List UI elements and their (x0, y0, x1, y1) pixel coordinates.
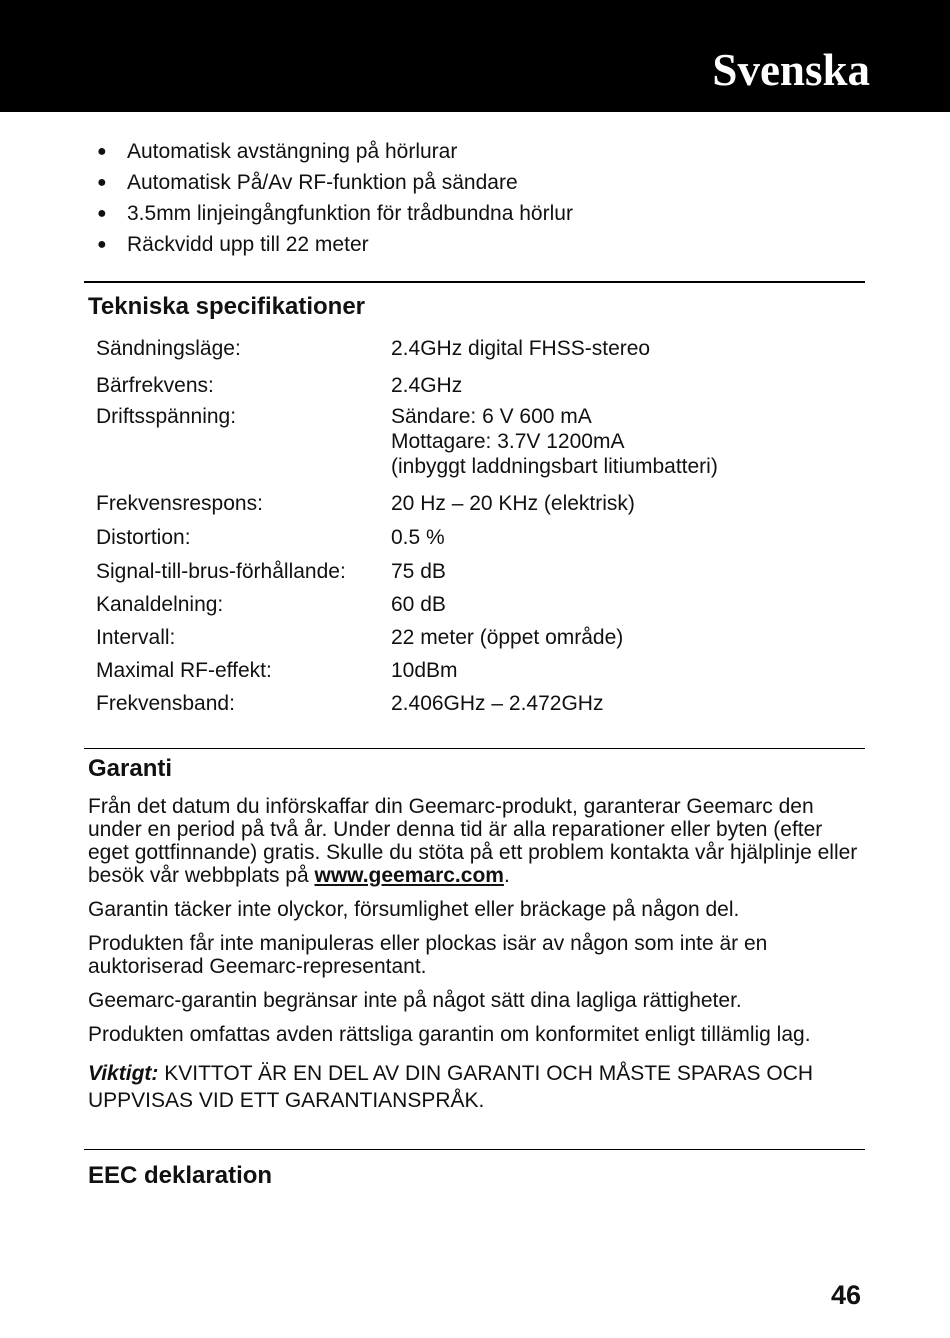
list-item (96, 229, 573, 260)
spec-label: Driftsspänning: (96, 405, 237, 428)
spec-value-line: 22 meter (öppet område) (391, 626, 624, 649)
bullet-icon: ● (97, 236, 107, 253)
spec-value (391, 404, 718, 479)
feature-text: 3.5mm linjeingångfunktion för trådbundna hörlur (127, 202, 573, 225)
specs-heading: Tekniska specifikationer (88, 293, 366, 320)
spec-value-line: 75 dB (391, 560, 446, 583)
spec-value-line: 2.4GHz digital FHSS-stereo (391, 337, 651, 360)
warranty-paragraph: Produkten får inte manipuleras eller plockas isär av någon som inte är en auktoriserad Geemarc-representant. (88, 932, 768, 978)
warranty-intro-end: . (503, 864, 510, 887)
spec-value (391, 658, 458, 683)
bullet-icon: ● (97, 174, 107, 191)
page-title: Svenska (712, 45, 870, 95)
feature-text: Automatisk avstängning på hörlurar (127, 140, 458, 163)
spec-label: Frekvensband: (96, 692, 235, 715)
feature-list (96, 136, 573, 260)
spec-label: Intervall: (96, 626, 176, 649)
spec-value-line: 20 Hz – 20 KHz (elektrisk) (391, 492, 635, 515)
spec-label: Signal-till-brus-förhållande: (96, 560, 346, 583)
spec-value-line: 60 dB (391, 593, 446, 616)
spec-label: Sändningsläge: (96, 337, 241, 360)
spec-value-line: 2.406GHz – 2.472GHz (391, 692, 604, 715)
spec-label: Bärfrekvens: (96, 374, 214, 397)
spec-value (391, 336, 650, 361)
list-item (96, 167, 573, 198)
header-bar (0, 0, 950, 112)
list-item (96, 198, 573, 229)
list-item (96, 136, 573, 167)
important-text: KVITTOT ÄR EN DEL AV DIN GARANTI OCH MÅSTE SPARAS OCH UPPVISAS VID ETT GARANTIANSPRÅK. (88, 1062, 814, 1112)
warranty-intro-text: Från det datum du införskaffar din Geemarc-produkt, garanterar Geemarc den under en period på två år. Under denna tid är alla reparationer eller byten (efter eget gottfinnande) gratis. Skulle du stöta på ett problem kontakta vår hjälplinje eller besök vår webbplats på (88, 795, 858, 887)
spec-value (391, 373, 462, 398)
spec-value-line: Mottagare: 3.7V 1200mA (391, 430, 625, 453)
spec-value (391, 592, 446, 617)
spec-value (391, 625, 623, 650)
spec-value-line: (inbyggt laddningsbart litiumbatteri) (391, 455, 718, 478)
warranty-paragraph: Garantin täcker inte olyckor, försumlighet eller bräckage på någon del. (88, 898, 740, 921)
section-divider (84, 748, 865, 749)
section-divider (84, 1149, 865, 1150)
spec-value-line: Sändare: 6 V 600 mA (391, 405, 592, 428)
warranty-paragraph: Produkten omfattas avden rättsliga garantin om konformitet enligt tillämlig lag. (88, 1023, 811, 1046)
spec-value (391, 491, 635, 516)
spec-value-line: 10dBm (391, 659, 458, 682)
warranty-body (88, 795, 868, 1125)
eec-heading: EEC deklaration (88, 1162, 273, 1189)
spec-value (391, 691, 603, 716)
warranty-paragraph: Geemarc-garantin begränsar inte på något sätt dina lagliga rättigheter. (88, 989, 742, 1012)
feature-text: Automatisk På/Av RF-funktion på sändare (127, 171, 518, 194)
spec-label: Frekvensrespons: (96, 492, 263, 515)
website-link[interactable]: www.geemarc.com (314, 864, 504, 887)
warranty-heading: Garanti (88, 755, 173, 782)
spec-value-line: 2.4GHz (391, 374, 463, 397)
spec-label: Kanaldelning: (96, 593, 224, 616)
spec-label: Distortion: (96, 526, 191, 549)
feature-text: Räckvidd upp till 22 meter (127, 233, 369, 256)
section-divider (84, 281, 865, 283)
spec-value-line: 0.5 % (391, 526, 445, 549)
bullet-icon: ● (97, 205, 107, 222)
bullet-icon: ● (97, 143, 107, 160)
warranty-intro (88, 795, 868, 887)
page-number: 46 (830, 1280, 861, 1310)
spec-value (391, 559, 446, 584)
important-label: Viktigt: (88, 1062, 159, 1085)
important-notice (88, 1060, 868, 1114)
spec-value (391, 525, 445, 550)
spec-label: Maximal RF-effekt: (96, 659, 272, 682)
